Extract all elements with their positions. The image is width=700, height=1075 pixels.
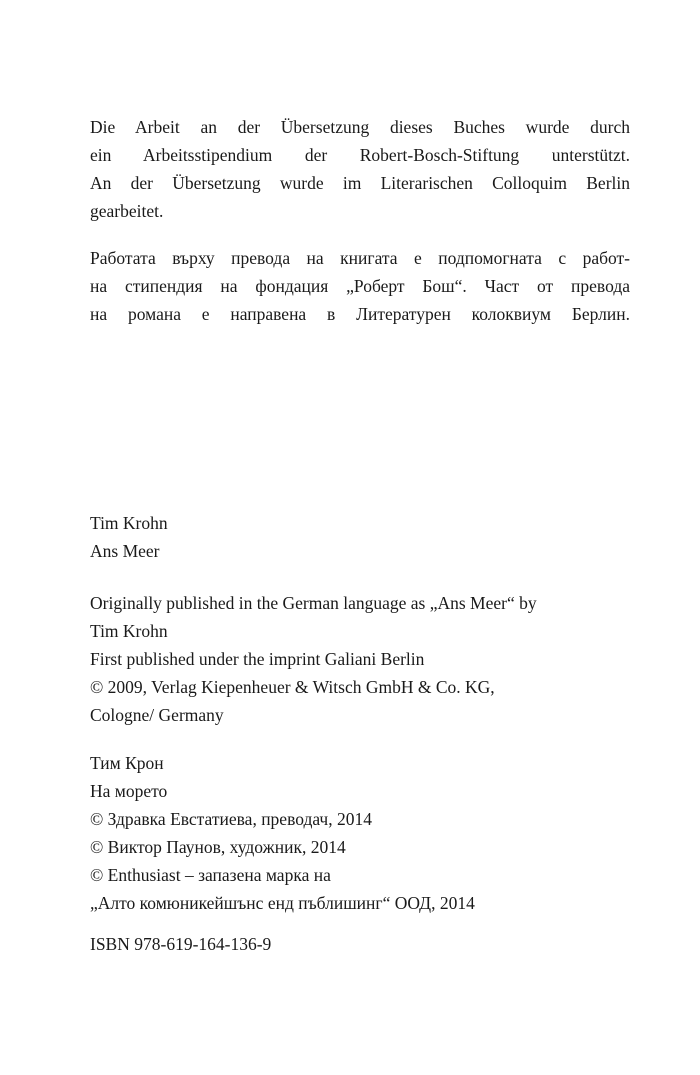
original-author: Tim Krohn <box>90 513 168 533</box>
isbn: ISBN 978-619-164-136-9 <box>90 934 272 954</box>
bulgarian-edition-credits <box>90 749 630 917</box>
grant-note-german <box>90 113 630 225</box>
publication-info-line: © 2009, Verlag Kiepenheuer & Witsch GmbH & Co. KG, <box>90 677 495 697</box>
grant-note-bulgarian-line: Работата върху превода на книгата е подпомогната с работ- <box>90 248 630 268</box>
publication-info-line: Cologne/ Germany <box>90 705 224 725</box>
grant-note-bulgarian <box>90 244 630 328</box>
bulgarian-author: Тим Крон <box>90 753 164 773</box>
publication-info-line: Originally published in the German language as „Ans Meer“ by <box>90 593 537 613</box>
grant-note-bulgarian-line: на романа е направена в Литературен колоквиум Берлин. <box>90 304 630 324</box>
grant-note-german-line: Die Arbeit an der Übersetzung dieses Buches wurde durch <box>90 117 630 137</box>
publication-info-line: Tim Krohn <box>90 621 168 641</box>
grant-note-german-line: ein Arbeitsstipendium der Robert-Bosch-Stiftung unterstützt. <box>90 145 630 165</box>
publication-info-line: First published under the imprint Galiani Berlin <box>90 649 425 669</box>
imprint-credit: © Enthusiast – запазена марка на <box>90 865 331 885</box>
publication-info <box>90 589 630 729</box>
translator-credit: © Здравка Евстатиева, преводач, 2014 <box>90 809 372 829</box>
publisher-credit: „Алто комюникейшънс енд пъблишинг“ ООД, 2014 <box>90 893 475 913</box>
grant-note-german-line: An der Übersetzung wurde im Literarischen Colloquim Berlin <box>90 173 630 193</box>
grant-note-german-line: gearbeitet. <box>90 201 164 221</box>
grant-note-bulgarian-line: на стипендия на фондация „Роберт Бош“. Част от превода <box>90 276 630 296</box>
isbn-block <box>90 930 630 958</box>
bulgarian-title: На морето <box>90 781 168 801</box>
artist-credit: © Виктор Паунов, художник, 2014 <box>90 837 346 857</box>
original-title: Ans Meer <box>90 541 160 561</box>
original-work-credits <box>90 509 630 565</box>
